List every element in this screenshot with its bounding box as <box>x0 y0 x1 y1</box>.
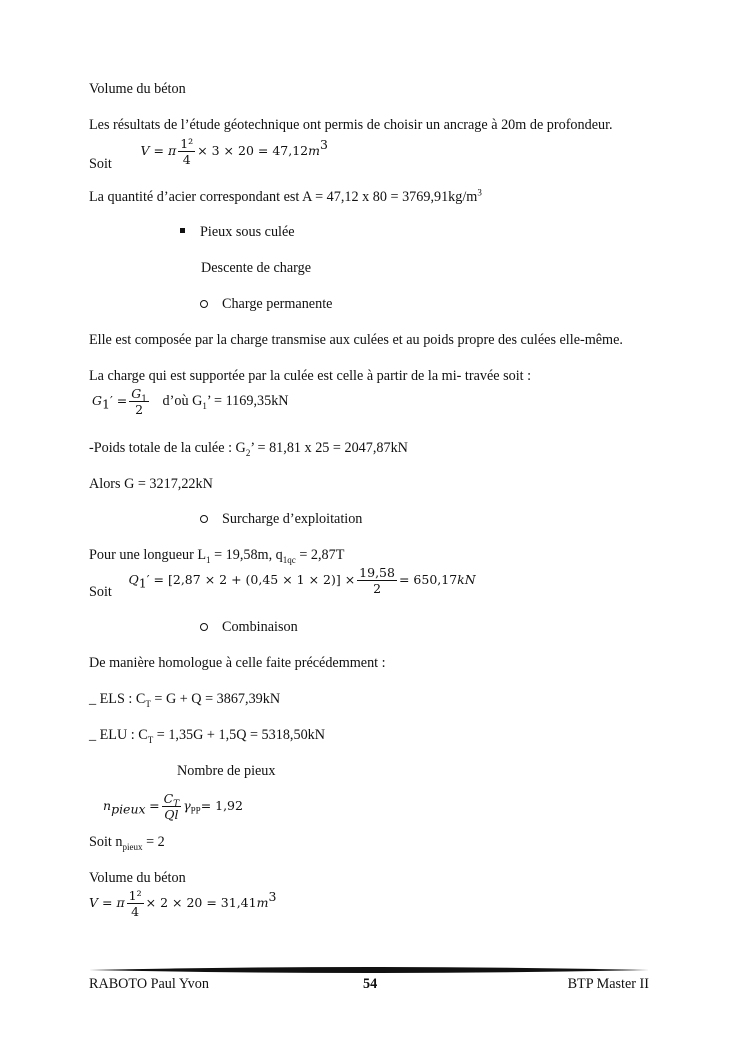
eq1-numerator: 1² <box>180 136 194 151</box>
bullet-combinaison <box>200 618 298 636</box>
els-b: = G + Q = 3867,39kN <box>150 691 281 707</box>
paragraph-alors-g: Alors G = 3217,22kN <box>89 476 213 492</box>
eq2-lhs-sub: 1 <box>102 396 110 412</box>
equation-volume-2 <box>89 888 276 919</box>
eq1-denominator: 4 <box>182 152 191 167</box>
eq2-num-sub: 1 <box>141 394 147 405</box>
soit-npieux-sub: pieux <box>122 841 143 852</box>
bullet-pieux-label: Pieux sous culée <box>200 224 295 240</box>
paragraph-elu <box>89 726 325 744</box>
eq3-numerator: 19,58 <box>359 565 395 580</box>
eq1-rhs: × 3 × 20 = 47,12 <box>197 142 309 158</box>
bullet-surcharge <box>200 510 362 528</box>
elu-sub: T <box>147 734 154 745</box>
elu-b: = 1,35G + 1,5Q = 5318,50kN <box>153 727 326 743</box>
eq5-unit: m <box>256 894 269 910</box>
eq4-rhs: = 1,92 <box>200 797 243 813</box>
footer-author: RABOTO Paul Yvon <box>89 976 209 992</box>
subheading-nombre-pieux: Nombre de pieux <box>177 763 276 779</box>
bullet-surcharge-label: Surcharge d’exploitation <box>222 511 363 527</box>
els-sub: T <box>145 698 151 709</box>
eq3-mid: ′ = [2,87 × 2 + (0,45 × 1 × 2)] × <box>146 571 356 587</box>
eq3-denominator: 2 <box>373 581 382 596</box>
eq3-fraction <box>357 565 397 596</box>
eq5-numerator: 1² <box>128 888 142 903</box>
elu-a: _ ELU : C <box>89 727 148 743</box>
equation-q1 <box>89 565 476 600</box>
equation-npieux <box>103 791 243 822</box>
eq1-fraction <box>178 136 195 167</box>
quantite-acier-exponent: 3 <box>477 187 482 198</box>
eq4-fraction <box>162 791 182 822</box>
paragraph-poids-culee <box>89 439 408 457</box>
heading-volume-beton: Volume du béton <box>89 81 186 97</box>
circle-bullet-icon <box>200 623 208 631</box>
longueur-a: Pour une longueur L <box>89 547 207 563</box>
eq4-denominator: Ql <box>164 807 179 822</box>
bullet-charge-permanente <box>200 295 332 313</box>
circle-bullet-icon <box>200 515 208 523</box>
subheading-descente-charge: Descente de charge <box>201 260 312 276</box>
eq5-exponent: 3 <box>268 889 277 905</box>
soit-npieux-a: Soit n <box>89 834 123 850</box>
eq1-lhs: V = π <box>140 142 177 158</box>
paragraph-els <box>89 690 280 708</box>
bullet-combinaison-label: Combinaison <box>222 619 298 635</box>
eq4-num-text: C <box>163 791 174 806</box>
eq2-prime: ′ = <box>109 392 128 408</box>
poids-culee-sub: 2 <box>245 447 251 458</box>
square-bullet-icon <box>180 228 185 233</box>
eq2-result-text: d’où G <box>162 392 203 409</box>
quantite-acier-text: La quantité d’acier correspondant est A = 47,12 x 80 = 3769,91kg/m <box>89 189 478 205</box>
longueur-b: = 19,58m, q <box>210 547 283 563</box>
poids-culee-a: -Poids totale de la culée : G <box>89 440 246 456</box>
eq3-rhs: = 650,17 <box>398 571 458 587</box>
footer-course: BTP Master II <box>567 976 649 992</box>
eq5-denominator: 4 <box>131 904 140 919</box>
heading-volume-beton-2: Volume du béton <box>89 870 186 886</box>
longueur-sub1: 1 <box>206 554 211 565</box>
eq5-rhs: × 2 × 20 = 31,41 <box>145 894 257 910</box>
eq5-lhs: V = π <box>89 894 125 910</box>
eq5-fraction <box>127 888 144 919</box>
longueur-c: = 2,87T <box>295 547 345 563</box>
eq4-equals: = <box>149 797 160 813</box>
paragraph-composition: Elle est composée par la charge transmise aux culées et au poids propre des culées elle-même. <box>89 332 623 348</box>
eq2-result-sub: 1 <box>202 400 207 411</box>
eq3-lhs: Q <box>128 571 139 587</box>
soit-npieux-b: = 2 <box>142 834 165 850</box>
eq3-unit: kN <box>457 571 476 587</box>
els-a: _ ELS : C <box>89 691 146 707</box>
soit-label-2: Soit <box>89 583 112 600</box>
equation-g1 <box>92 386 289 417</box>
poids-culee-b: ’ = 81,81 x 25 = 2047,87kN <box>250 440 408 456</box>
paragraph-charge-supportee: La charge qui est supportée par la culée est celle à partir de la mi- travée soit : <box>89 368 532 384</box>
eq1-exponent: 3 <box>319 137 328 153</box>
footer-page-number: 54 <box>363 976 378 992</box>
paragraph-longueur <box>89 546 344 564</box>
circle-bullet-icon <box>200 300 208 308</box>
eq2-result-end: ’ = 1169,35kN <box>206 392 289 409</box>
soit-label: Soit <box>89 155 112 172</box>
equation-volume-1 <box>89 136 328 172</box>
eq2-lhs: G <box>92 392 102 408</box>
eq4-numerator <box>162 791 182 810</box>
eq4-num-sub: T <box>173 799 180 810</box>
eq2-fraction <box>129 386 149 417</box>
eq2-result <box>163 393 289 409</box>
paragraph-geotechnique: Les résultats de l’étude géotechnique ont permis de choisir un ancrage à 20m de profondeur. <box>89 117 613 133</box>
paragraph-quantite-acier <box>89 188 482 206</box>
footer-divider <box>89 964 649 976</box>
bullet-charge-permanente-label: Charge permanente <box>222 296 333 312</box>
eq1-unit: m <box>308 142 320 158</box>
longueur-sub2: 1qc <box>282 554 296 565</box>
paragraph-soit-npieux <box>89 833 165 851</box>
eq4-gamma: γ <box>183 797 191 813</box>
eq4-lhs: n <box>103 797 112 813</box>
paragraph-homologue: De manière homologue à celle faite précédemment : <box>89 655 386 671</box>
bullet-pieux-sous-culee <box>180 223 295 241</box>
eq2-numerator <box>129 386 149 405</box>
eq2-num-text: G <box>131 386 142 401</box>
eq3-lhs-sub: 1 <box>138 575 147 591</box>
eq4-lhs-sub: pieux <box>111 801 146 817</box>
eq2-denominator: 2 <box>135 402 144 417</box>
eq4-gamma-sub: PP <box>190 805 201 816</box>
